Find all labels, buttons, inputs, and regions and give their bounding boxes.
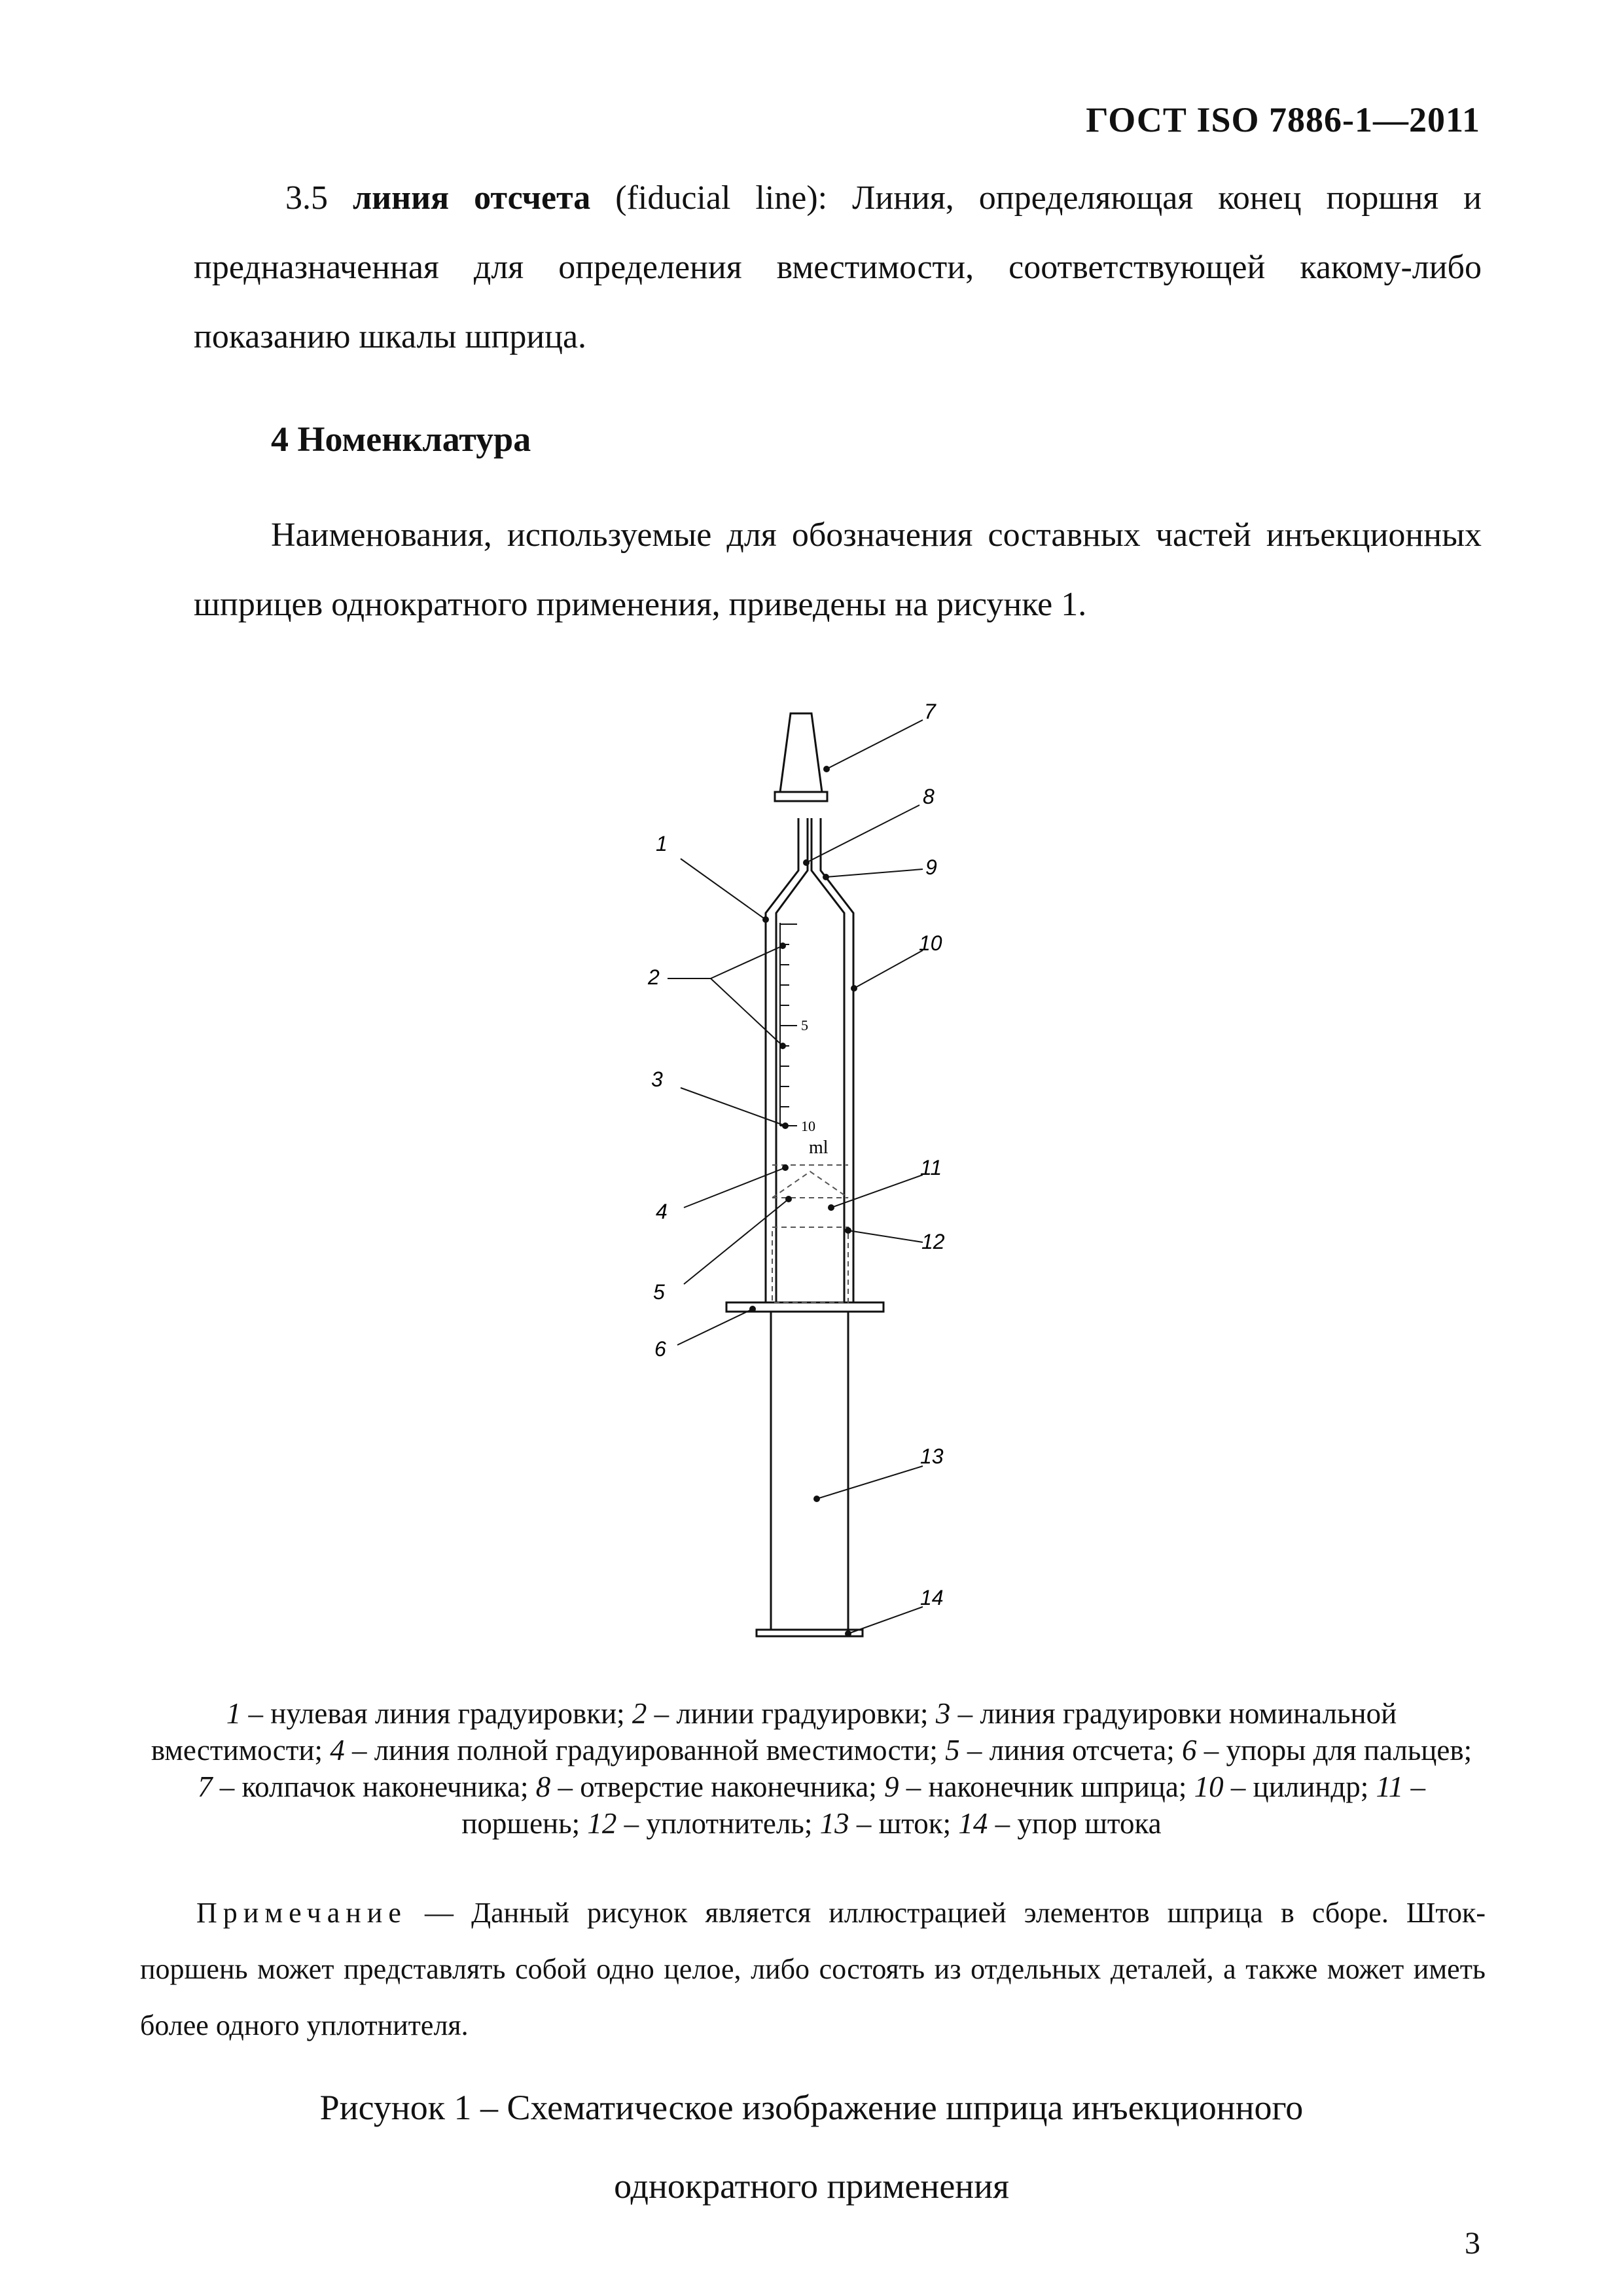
callout-8: 8: [923, 785, 935, 808]
leader-3: [681, 1088, 785, 1126]
legend-text: – цилиндр;: [1223, 1770, 1376, 1803]
figure-note: [140, 1885, 1486, 2054]
callout-14: 14: [920, 1586, 944, 1609]
tip-cap-base: [775, 792, 827, 801]
leader-9: [826, 869, 923, 877]
legend-number: 13: [819, 1807, 849, 1840]
callout-6: 6: [654, 1337, 666, 1361]
plunger-piston: [772, 1172, 848, 1198]
leader-10: [854, 950, 923, 988]
note-label: Примечание: [196, 1897, 407, 1929]
figure-title-line-1: Рисунок 1 – Схематическое изображение шприца инъекционного: [319, 2088, 1304, 2127]
leader-2b: [711, 978, 783, 1046]
scale-unit: ml: [809, 1138, 829, 1158]
callout-1: 1: [656, 832, 668, 855]
legend-number: 7: [198, 1770, 213, 1803]
legend-number: 8: [535, 1770, 551, 1803]
legend-text: – линия полной градуированной вместимости;: [344, 1734, 946, 1767]
section-heading: 4 Номенклатура: [271, 420, 531, 459]
leader-7: [827, 720, 923, 769]
legend-text: – упоры для пальцев;: [1196, 1734, 1472, 1767]
legend-text: – наконечник шприца;: [899, 1770, 1194, 1803]
leader-13: [817, 1466, 923, 1499]
legend-number: 4: [330, 1734, 345, 1767]
barrel-left-wall: [766, 818, 798, 1126]
legend-number: 1: [226, 1697, 241, 1730]
callout-3: 3: [651, 1067, 663, 1091]
note-text: — Данный рисунок является иллюстрацией элементов шприца в сборе. Шток-поршень может представлять собой одно целое, либо состоять из отдельных деталей, а также может иметь более одного уплотнителя.: [140, 1897, 1486, 2041]
scale-tick-5: 5: [801, 1017, 808, 1033]
leader-1: [681, 859, 766, 920]
document-id: ГОСТ ISO 7886-1—2011: [1086, 100, 1480, 139]
leader-8: [806, 805, 919, 863]
legend-text: – уплотнитель;: [616, 1807, 820, 1840]
legend-text: – колпачок наконечника;: [212, 1770, 536, 1803]
leader-6: [677, 1309, 753, 1345]
callout-9: 9: [925, 855, 937, 879]
legend-number: 6: [1182, 1734, 1197, 1767]
callout-2: 2: [648, 965, 660, 989]
scale-tick-10: 10: [801, 1118, 815, 1134]
plunger-seal: [772, 1227, 848, 1302]
legend-text: – поршень;: [461, 1770, 1425, 1840]
leader-14: [848, 1607, 923, 1634]
legend-number: 5: [945, 1734, 960, 1767]
legend-text: – отверстие наконечника;: [550, 1770, 884, 1803]
tip-cap: [780, 713, 822, 792]
leader-12: [848, 1230, 923, 1242]
legend-text: – шток;: [849, 1807, 959, 1840]
figure-title: [131, 2068, 1492, 2225]
definition-term: линия отсчета: [352, 179, 591, 217]
legend-text: – линия градуировки номинальной вместимости;: [151, 1697, 1397, 1767]
callout-7: 7: [924, 700, 936, 723]
definition-number: 3.5: [285, 179, 328, 217]
callout-10: 10: [919, 931, 942, 955]
legend-text: – линия отсчета;: [959, 1734, 1182, 1767]
figure-legend: [144, 1695, 1479, 1842]
leader-4: [684, 1168, 785, 1208]
callout-12: 12: [921, 1230, 945, 1253]
definition-text: : Линия, определяющая конец поршня и предназначенная для определения вместимости, соответствующей какому-либо показанию шкалы шприца.: [194, 179, 1482, 355]
callout-11: 11: [920, 1156, 942, 1179]
page-number: 3: [1465, 2226, 1480, 2261]
legend-number: 11: [1376, 1770, 1404, 1803]
legend-number: 10: [1194, 1770, 1224, 1803]
leader-2a: [711, 946, 783, 978]
legend-number: 12: [587, 1807, 617, 1840]
legend-text: – линии градуировки;: [647, 1697, 936, 1730]
definition-english: (fiducial line): [615, 179, 818, 217]
callout-13: 13: [920, 1444, 944, 1468]
barrel-right-inner: [812, 818, 844, 1302]
legend-number: 3: [935, 1697, 951, 1730]
legend-number: 2: [632, 1697, 647, 1730]
figure-title-line-2: однократного применения: [614, 2166, 1009, 2206]
legend-text: – упор штока: [988, 1807, 1162, 1840]
callout-5: 5: [653, 1280, 665, 1304]
legend-text: – нулевая линия градуировки;: [241, 1697, 632, 1730]
legend-number: 14: [958, 1807, 988, 1840]
barrel-left-inner: [776, 818, 808, 1126]
callout-4: 4: [656, 1200, 668, 1223]
section-body-text: Наименования, используемые для обозначения составных частей инъекционных шприцев однократного применения, приведены на рисунке 1.: [194, 516, 1482, 623]
legend-number: 9: [884, 1770, 899, 1803]
